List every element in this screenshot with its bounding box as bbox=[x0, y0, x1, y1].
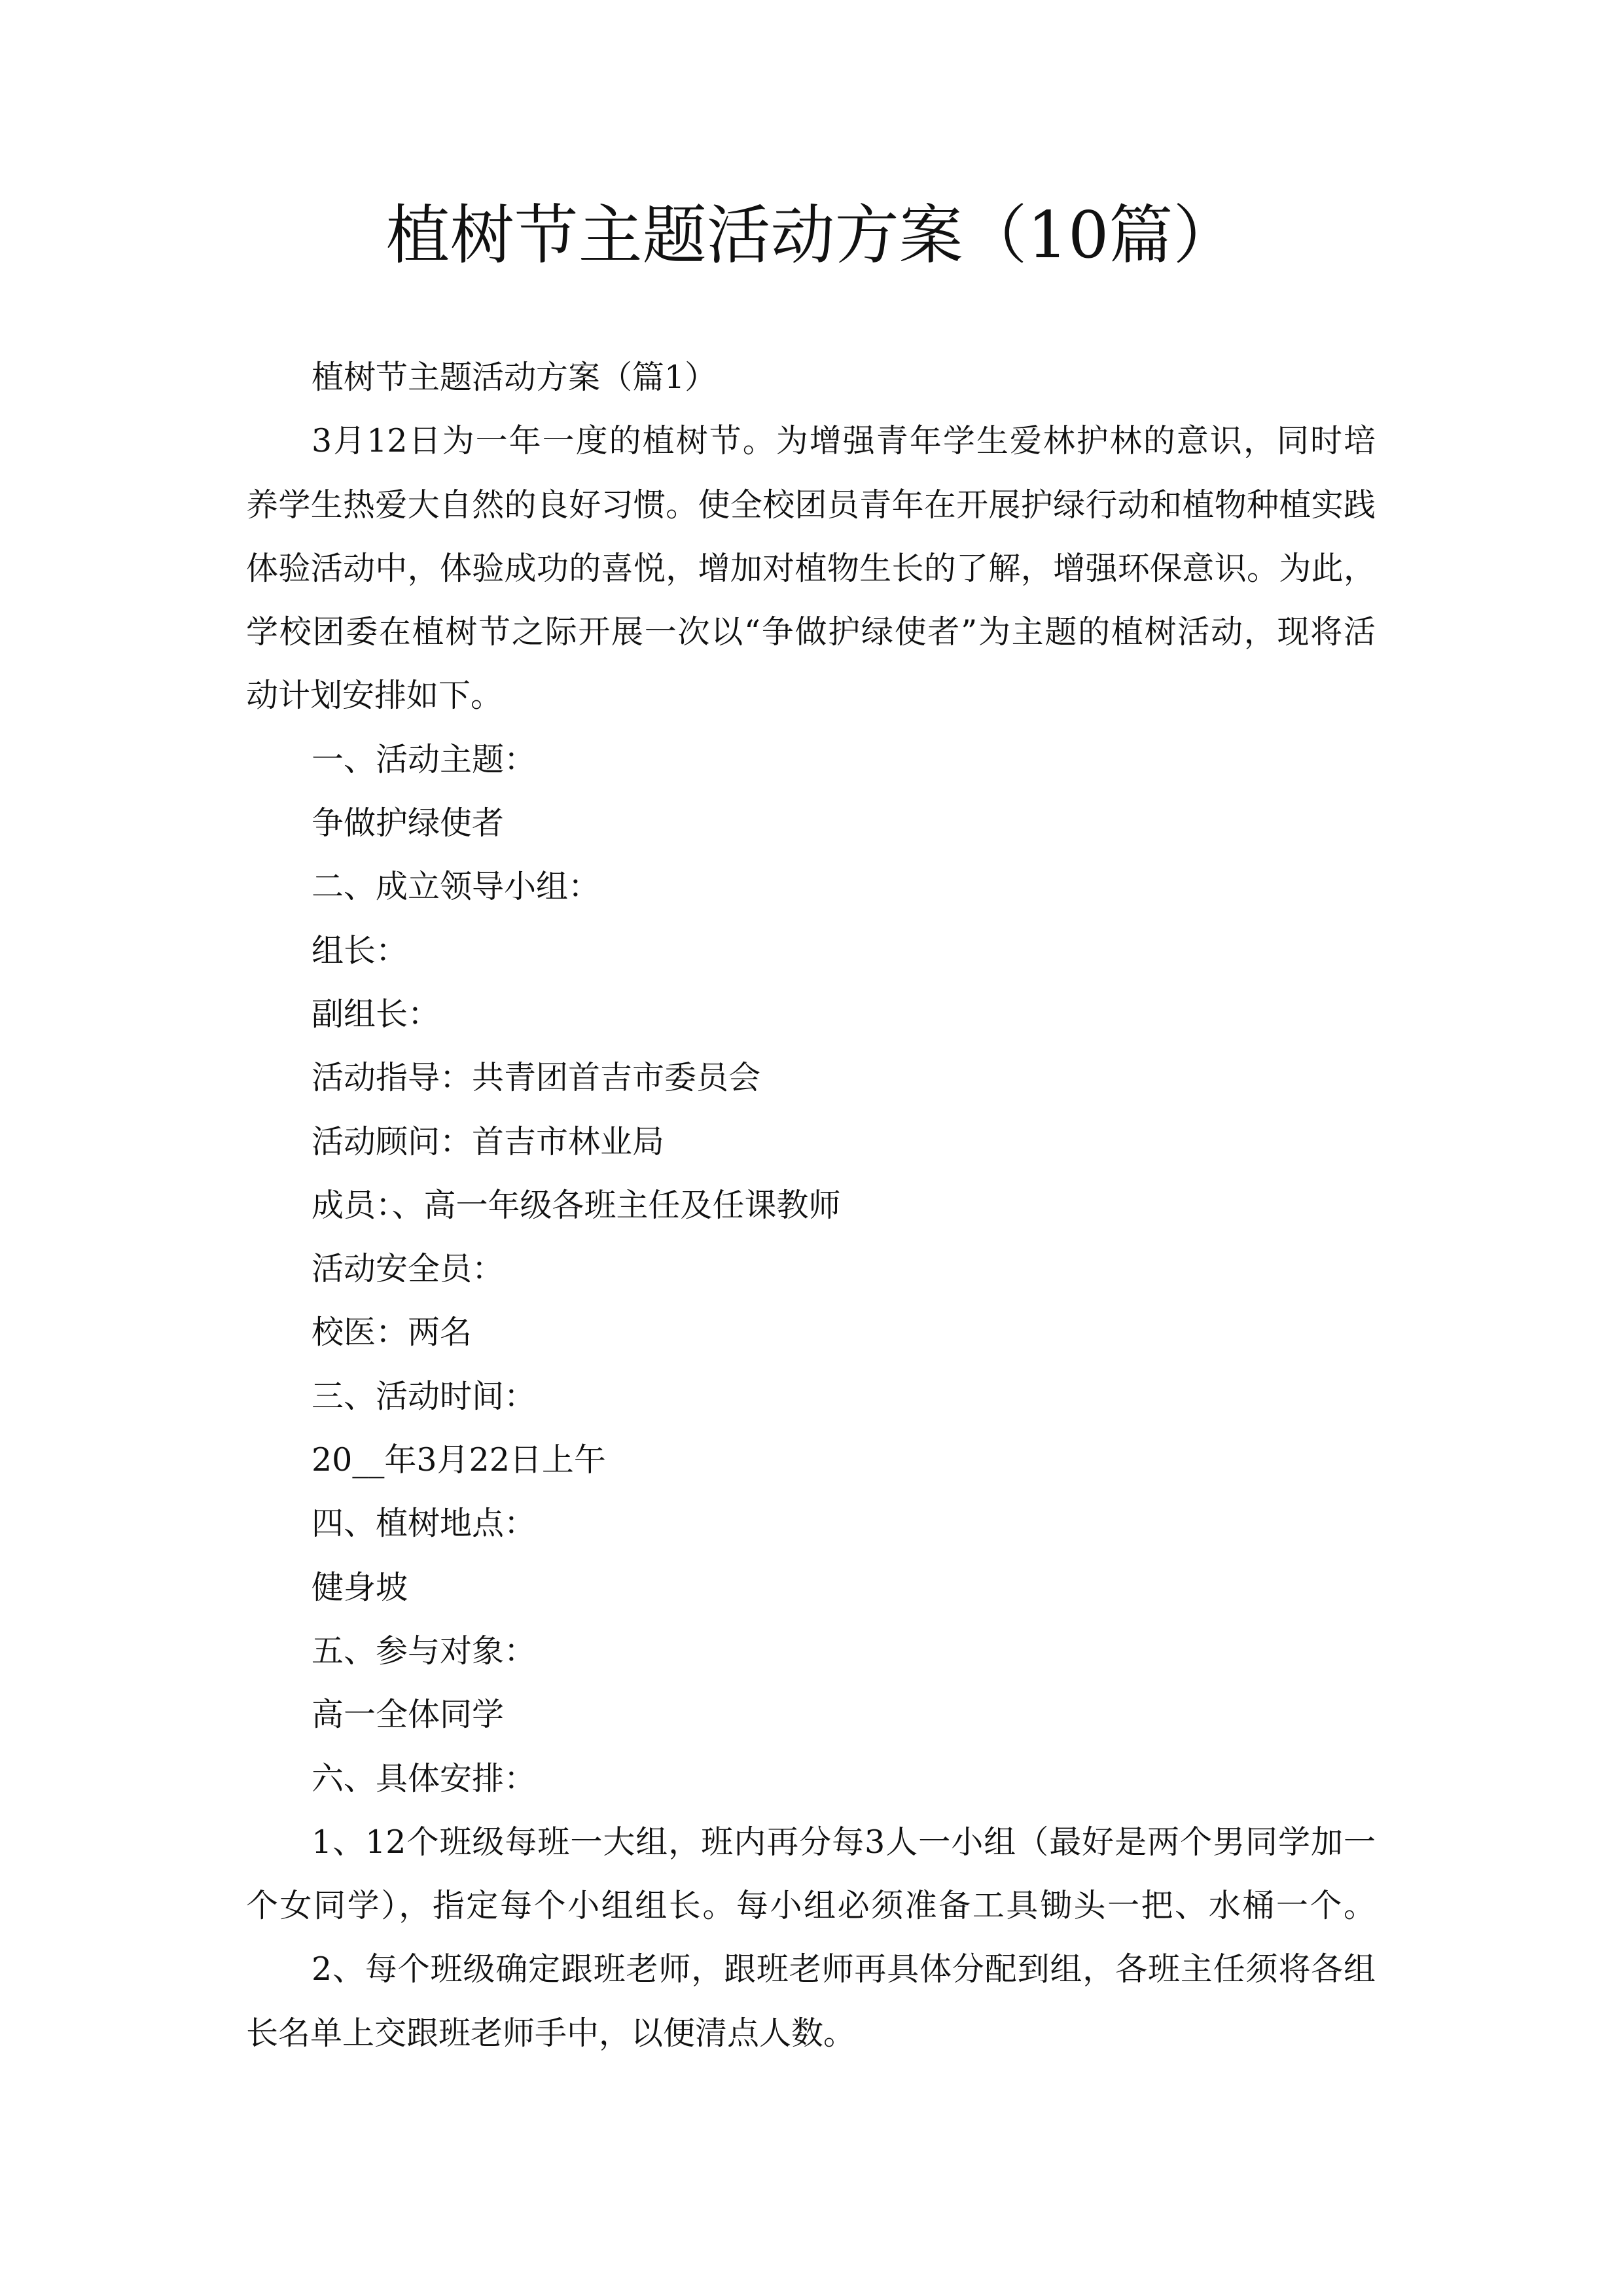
text-line: 植树节主题活动方案（篇1） bbox=[312, 359, 717, 396]
text-line: 活动顾问：首吉市林业局 bbox=[312, 1122, 665, 1160]
text-line: 成员：、高一年级各班主任及任课教师 bbox=[312, 1186, 841, 1224]
text-line: 四、植树地点： bbox=[312, 1505, 537, 1543]
text-line: 20__年3月22日上午 bbox=[312, 1441, 606, 1479]
text-line: 副组长： bbox=[312, 995, 440, 1033]
text-line: 3月12日为一年一度的植树节。为增强青年学生爱林护林的意识，同时培 bbox=[312, 422, 1376, 460]
text-line: 长名单上交跟班老师手中，以便清点人数。 bbox=[246, 2014, 856, 2052]
document-body bbox=[246, 346, 1376, 2065]
document-title: 植树节主题活动方案（10篇） bbox=[385, 198, 1238, 273]
text-line: 1、12个班级每班一大组，班内再分每3人一小组（最好是两个男同学加一 bbox=[312, 1823, 1376, 1861]
text-line: 养学生热爱大自然的良好习惯。使全校团员青年在开展护绿行动和植物种植实践 bbox=[246, 486, 1376, 524]
text-line: 高一全体同学 bbox=[312, 1696, 505, 1734]
text-line: 一、活动主题： bbox=[312, 740, 537, 778]
text-line: 活动指导：共青团首吉市委员会 bbox=[312, 1059, 761, 1097]
text-line: 2、每个班级确定跟班老师，跟班老师再具体分配到组，各班主任须将各组 bbox=[312, 1950, 1376, 1988]
text-line: 三、活动时间： bbox=[312, 1377, 537, 1415]
text-line: 争做护绿使者 bbox=[312, 804, 505, 842]
text-line: 体验活动中，体验成功的喜悦，增加对植物生长的了解，增强环保意识。为此， bbox=[246, 549, 1376, 587]
text-line: 学校团委在植树节之际开展一次以“争做护绿使者”为主题的植树活动，现将活 bbox=[246, 613, 1376, 651]
text-line: 六、具体安排： bbox=[312, 1759, 537, 1797]
text-line: 活动安全员： bbox=[312, 1250, 505, 1288]
text-line: 个女同学），指定每个小组组长。每小组必须准备工具锄头一把、水桶一个。 bbox=[246, 1887, 1376, 1925]
text-line: 动计划安排如下。 bbox=[246, 677, 503, 715]
text-line: 组长： bbox=[312, 931, 408, 969]
text-line: 五、参与对象： bbox=[312, 1632, 537, 1670]
text-line: 健身坡 bbox=[312, 1568, 408, 1606]
text-line: 二、成立领导小组： bbox=[312, 868, 601, 906]
text-line: 校医：两名 bbox=[312, 1314, 473, 1352]
